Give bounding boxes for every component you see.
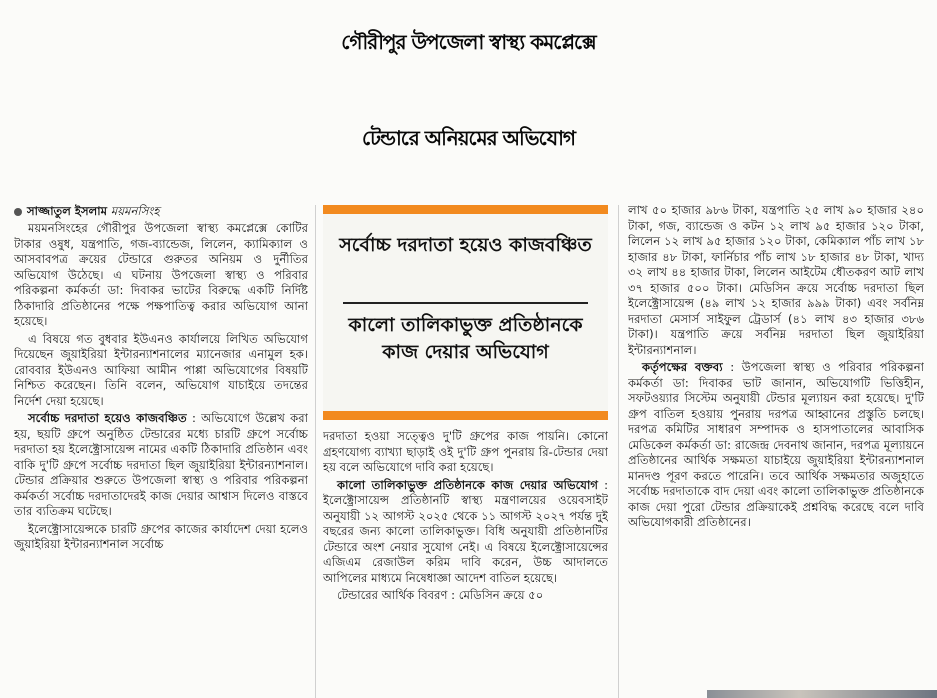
paragraph-text: : উপজেলা স্বাস্থ্য ও পরিবার পরিকল্পনা কর্মকর্তা ডা: দিবাকর ভাট জানান, অভিযোগটি ভিত্তিহীন, সফটওয়্যার সিস্টেম অনুযায়ী টেন্ডার মূল্যায়ন করা হয়েছে। দু'টি গ্রুপ বাতিল হওয়ায় পুনরায় দরপত্র আহ্বানের প্রস্তুতি চলছে। দরপত্র কমিটির সাধারণ সম্পাদক ও হাসপাতালের আবাসিক মেডিকেল কর্মকর্তা ডা: রাজেন্দ্র দেবনাথ জানান, দরপত্র মূল্যায়নে প্রতিষ্ঠানের আর্থিক সক্ষমতা যাচাইয়ে জুয়াইরিয়া ইন্টারন্যাশনাল মানদণ্ড পূরণ করতে পারেনি। তবে আর্থিক সক্ষমতার অজুহাতে সর্বোচ্চ দরদাতাকে বাদ দেয়া এবং কালো তালিকাভুক্ত প্রতিষ্ঠানকে কাজ দেয়া পুরো টেন্ডার প্রক্রিয়াকেই প্রশ্নবিদ্ধ করেছে বলে দাবি অভিযোগকারী প্রতিষ্ঠানের। (628, 360, 924, 529)
subheading: কালো তালিকাভুক্ত প্রতিষ্ঠানকে কাজ দেয়ার অভিযোগ (337, 477, 598, 492)
paragraph: ইলেক্ট্রোসায়েন্সকে চারটি গ্রুপের কাজের কার্যাদেশ দেয়া হলেও জুয়াইরিয়া ইন্টারন্যাশনাল সর্বোচ্চ (14, 521, 308, 551)
paragraph: টেন্ডারের আর্থিক বিবরণ : মেডিসিন ক্রয়ে ৫০ (337, 588, 544, 602)
subheading: কর্তৃপক্ষের বক্তব্য (642, 360, 723, 374)
byline (14, 203, 308, 219)
paragraph (628, 360, 924, 531)
pull-quote-box (323, 205, 608, 420)
byline-name: সাজ্জাতুল ইসলাম (27, 204, 108, 218)
bullet-icon (14, 208, 22, 216)
headline-line-2: টেন্ডারে অনিয়মের অভিযোগ (361, 126, 576, 150)
column-divider (618, 205, 619, 698)
pull-quote-2: কালো তালিকাভুক্ত প্রতিষ্ঠানকে কাজ দেয়ার অভিযোগ (348, 314, 583, 363)
pull-quote-divider (343, 302, 588, 304)
article-column-2 (323, 429, 608, 698)
paragraph: দরদাতা হওয়া সত্ত্বেও দু'টি গ্রুপের কাজ পায়নি। কোনো গ্রহণযোগ্য ব্যাখ্যা ছাড়াই ওই দু'টি গ্রুপ পুনরায় রি-টেন্ডার দেয়া হয় বলে অভিযোগে দাবি করা হয়েছে। (323, 429, 608, 474)
paragraph (14, 411, 308, 520)
photo-edge (707, 690, 937, 698)
paragraph: ময়মনসিংহের গৌরীপুর উপজেলা স্বাস্থ্য কমপ্লেক্সে কোটির টাকার ওষুধ, যন্ত্রপাতি, গজ-ব্যান্ডেজ, লিলেন, ক্যামিক্যাল ও আসবাবপত্র ক্রয়ের টেন্ডারে গুরুতর অনিয়ম ও দুর্নীতির অভিযোগ উঠেছে। এ ঘটনায় উপজেলা স্বাস্থ্য ও পরিবার পরিকল্পনা কর্মকর্তা ডা: দিবাকর ভাটের বিরুদ্ধে একটি নির্দিষ্ট ঠিকাদারি প্রতিষ্ঠানের পক্ষে পক্ষপাতিত্ব করার অভিযোগ আনা হয়েছে। (14, 221, 308, 328)
paragraph (323, 478, 608, 587)
paragraph-text: : ইলেক্ট্রোসায়েন্স প্রতিষ্ঠানটি স্বাস্থ্য মন্ত্রণালয়ের ওয়েবসাইট অনুযায়ী ১২ আগস্ট ২০২৫ থেকে ১১ আগস্ট ২০২৭ পর্যন্ত দুই বছরের জন্য কালো তালিকাভুক্ত। বিধি অনুযায়ী প্রতিষ্ঠানটির টেন্ডারে অংশ নেয়ার সুযোগ নেই। এ বিষয়ে ইলেক্ট্রোসায়েন্সের এজিএম রেজাউল করিম দাবি করেন, উচ্চ আদালতে আপিলের মাধ্যমে নিষেধাজ্ঞা আদেশ বাতিল হয়েছে। (323, 477, 608, 585)
subheading: সর্বোচ্চ দরদাতা হয়েও কাজবঞ্চিত (28, 411, 187, 425)
paragraph: লাখ ৫০ হাজার ৯৮৬ টাকা, যন্ত্রপাতি ২৫ লাখ ৯০ হাজার ২৪০ টাকা, গজ, ব্যান্ডেজ ও কটন ১২ লাখ ৯৫ হাজার ১২০ টাকা, লিলেন ১২ লাখ ৯৫ হাজার ১২০ টাকা, কেমিক্যাল পাঁচ লাখ ১৮ হাজার ৪৮ টাকা, ফার্নিচার পাঁচ লাখ ১৮ হাজার ৪৮ টাকা, খাদ্য ৩২ লাখ ৪৪ হাজার টাকা, লিলেন আইটেম ধৌতকরণ আট লাখ ৩৭ হাজার ৫০০ টাকা। মেডিসিন ক্রয়ে সর্বোচ্চ দরদাতা ছিল ইলেক্ট্রোসায়েন্স (৪৯ লাখ ১২ হাজার ৯৯৯ টাকা) এবং সর্বনিম্ন দরদাতা মেসার্স সাইফুল ট্রেডার্স (৪১ লাখ ৪৩ হাজার ৩৮৬ টাকা)। যন্ত্রপাতি ক্রয়ে সর্বনিম্ন দরদাতা ছিল জুয়াইরিয়া ইন্টারন্যাশনাল। (628, 203, 924, 357)
headline-line-1: গৌরীপুর উপজেলা স্বাস্থ্য কমপ্লেক্সে (341, 30, 596, 54)
column-divider (315, 205, 316, 698)
article-column-1 (14, 203, 308, 698)
article-column-3 (628, 203, 924, 698)
paragraph-text: : অভিযোগে উল্লেখ করা হয়, ছয়টি গ্রুপে অনুষ্ঠিত টেন্ডারের মধ্যে চারটি গ্রুপে সর্বোচ্চ দরদাতা হয় ইলেক্ট্রোসায়েন্স নামের একটি ঠিকাদারি প্রতিষ্ঠান এবং বাকি দু'টি গ্রুপে সর্বোচ্চ দরদাতা ছিল জুয়াইরিয়া ইন্টারন্যাশনাল। টেন্ডার প্রক্রিয়ার শুরুতে উপজেলা স্বাস্থ্য ও পরিবার পরিকল্পনা কর্মকর্তা সর্বোচ্চ দরদাতাদেরই কাজ দেয়ার আশ্বাস দিলেও বাস্তবে তার ব্যতিক্রম ঘটেছে। (14, 411, 308, 518)
byline-place: ময়মনসিংহ (110, 204, 160, 218)
paragraph: এ বিষয়ে গত বুধবার ইউএনও কার্যালয়ে লিখিত অভিযোগ দিয়েছেন জুয়াইরিয়া ইন্টারন্যাশনালের ম্যানেজার এনামুল হক। রোববার ইউএনও আফিয়া আমীন পাপ্পা অভিযোগের বিষয়টি নিশ্চিত করেছেন। তিনি বলেন, অভিযোগ যাচাইয়ে তদন্তের নির্দেশ দেয়া হয়েছে। (14, 331, 308, 408)
pull-quote-1: সর্বোচ্চ দরদাতা হয়েও কাজবঞ্চিত (339, 234, 592, 256)
